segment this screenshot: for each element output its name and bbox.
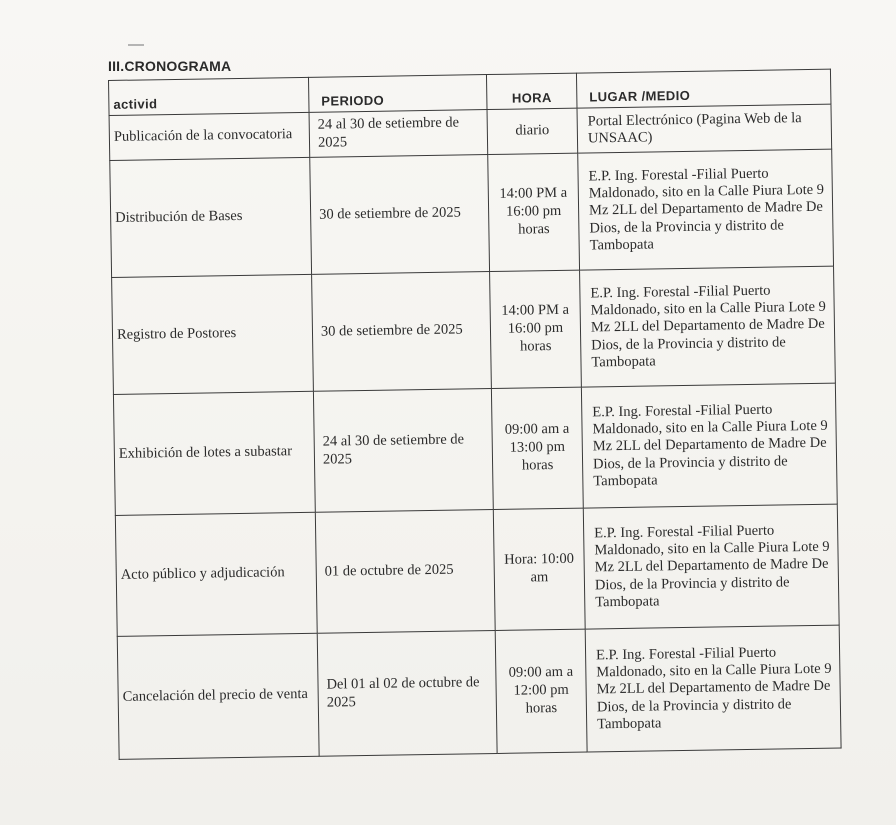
cell-lugar: E.P. Ing. Forestal -Filial Puerto Maldonado, sito en la Calle Piura Lote 9 Mz 2LL del Departamento de Madre De Dios, de la Provincia y distrito de Tambopata (585, 625, 841, 752)
schedule-table-container (108, 69, 841, 760)
cell-actividad: Registro de Postores (112, 274, 314, 394)
cell-hora: 14:00 PM a 16:00 pm horas (488, 153, 580, 271)
cell-hora: 09:00 am a 13:00 pm horas (491, 387, 583, 509)
cell-lugar: E.P. Ing. Forestal -Filial Puerto Maldonado, sito en la Calle Piura Lote 9 Mz 2LL del Departamento de Madre De Dios, de la Provincia y distrito de Tambopata (581, 383, 837, 508)
cell-actividad: Publicación de la convocatoria (109, 112, 310, 160)
cell-hora: Hora: 10:00 am (493, 508, 585, 630)
cell-actividad: Distribución de Bases (110, 157, 312, 277)
header-lugar: LUGAR /MEDIO (576, 69, 831, 108)
cell-hora: diario (487, 108, 578, 154)
cell-periodo: 01 de octubre de 2025 (315, 510, 495, 634)
cell-actividad: Acto público y adjudicación (115, 512, 317, 636)
cell-lugar: E.P. Ing. Forestal -Filial Puerto Maldonado, sito en la Calle Piura Lote 9 Mz 2LL del Departamento de Madre De Dios, de la Provincia y distrito de Tambopata (578, 149, 834, 270)
cell-periodo: 24 al 30 de setiembre de 2025 (313, 389, 493, 513)
header-actividad: activid (109, 77, 310, 115)
cell-actividad: Cancelación del precio de venta (117, 633, 319, 759)
cell-periodo: 30 de setiembre de 2025 (310, 155, 490, 275)
cell-periodo: 30 de setiembre de 2025 (312, 272, 492, 392)
cell-lugar: E.P. Ing. Forestal -Filial Puerto Maldonado, sito en la Calle Piura Lote 9 Mz 2LL del Departamento de Madre De Dios, de la Provincia y distrito de Tambopata (580, 266, 836, 387)
cell-lugar: E.P. Ing. Forestal -Filial Puerto Maldonado, sito en la Calle Piura Lote 9 Mz 2LL del Departamento de Madre De Dios, de la Provincia y distrito de Tambopata (583, 504, 839, 629)
table-row (110, 149, 834, 277)
cell-hora: 14:00 PM a 16:00 pm horas (490, 270, 582, 388)
table-row (113, 383, 837, 515)
scan-mark (128, 44, 144, 46)
cell-actividad: Exhibición de lotes a subastar (113, 391, 315, 515)
cell-periodo: Del 01 al 02 de octubre de 2025 (317, 630, 497, 756)
schedule-table (108, 69, 842, 760)
section-title: III.CRONOGRAMA (108, 58, 232, 74)
cell-hora: 09:00 am a 12:00 pm horas (495, 629, 587, 753)
table-row (117, 625, 841, 759)
header-hora: HORA (486, 73, 577, 109)
header-periodo: PERIODO (308, 75, 487, 113)
table-row (112, 266, 836, 394)
table-row (115, 504, 839, 636)
cell-periodo: 24 al 30 de setiembre de 2025 (309, 110, 488, 158)
cell-lugar: Portal Electrónico (Pagina Web de la UNSAAC) (577, 104, 832, 153)
